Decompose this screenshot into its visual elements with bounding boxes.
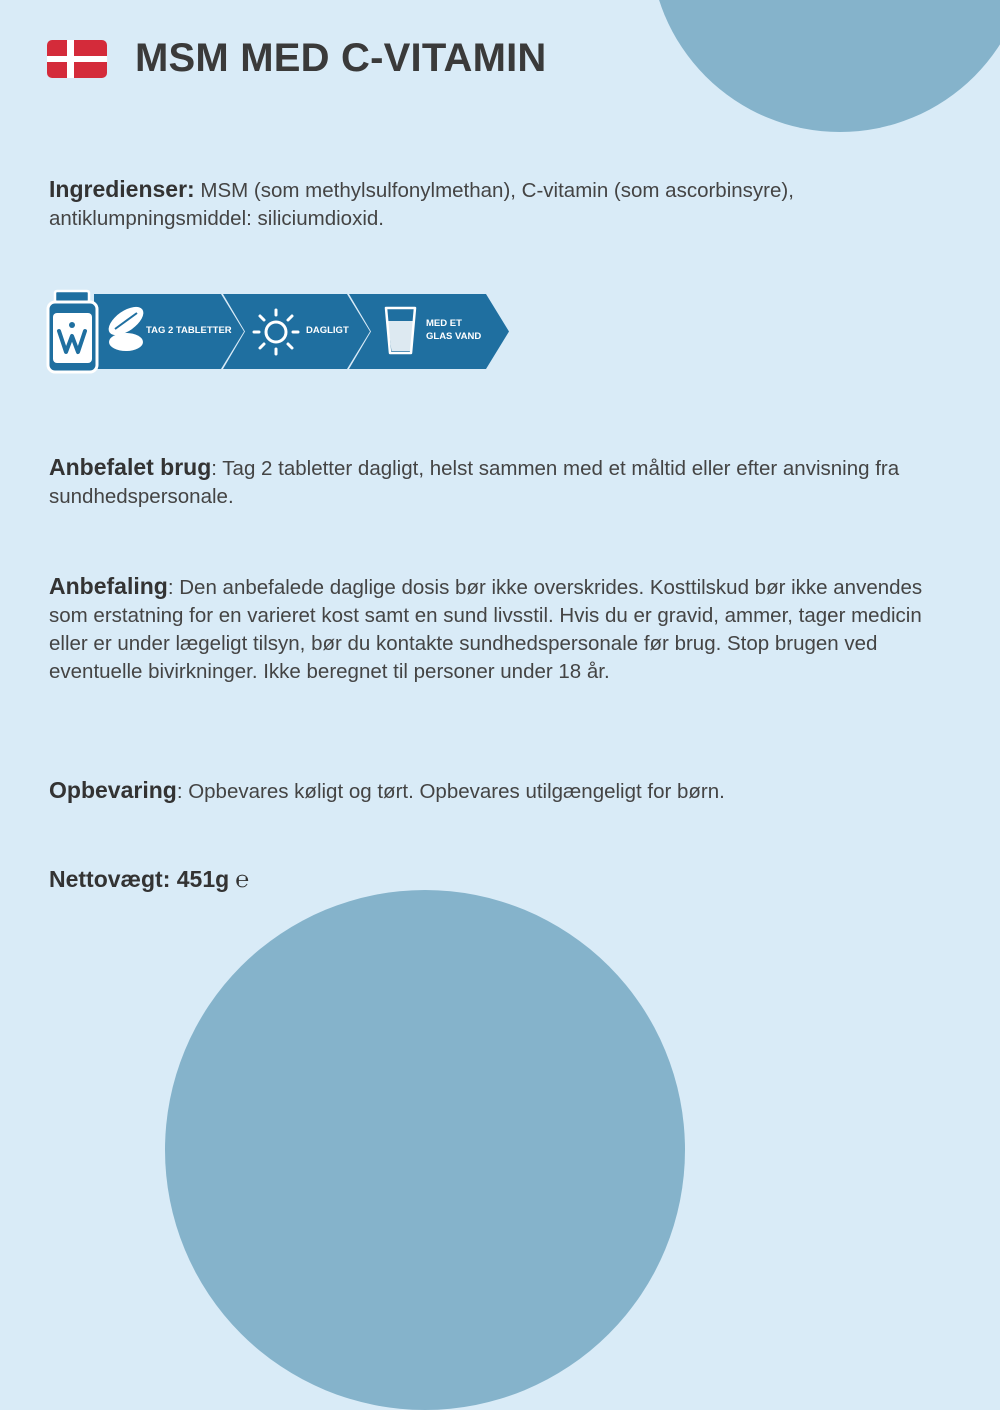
net-weight-label: Nettovægt: 451g [49,866,230,892]
estimated-sign-icon: ℮ [235,866,250,892]
dosage-step-label-tablets: TAG 2 TABLETTER [146,325,232,336]
recommendation-text: : Den anbefalede daglige dosis bør ikke overskrides. Kosttilskud bør ikke anvendes som erstatning for en varieret kost samt en sund livsstil. Hvis du er gravid, ammer, tager medicin eller er under lægeligt tilsyn, bør du kontakte sundhedspersonale før brug. Stop brugen ved eventuelle bivirkninger. Ikke beregnet til personer under 18 år. [49,576,923,683]
dosage-step-label-daily: DAGLIGT [306,325,349,336]
page-title: MSM MED C-VITAMIN [135,36,547,80]
storage-section [49,776,949,806]
recommendation-label: Anbefaling [49,573,168,599]
dosage-banner [46,289,516,375]
bottle-logo-icon [48,291,97,372]
dosage-step-label-water-line2: GLAS VAND [426,331,482,342]
usage-text: : Tag 2 tabletter dagligt, helst sammen med et måltid eller efter anvisning fra sundhedspersonale. [49,457,900,508]
usage-label: Anbefalet brug [49,454,212,480]
denmark-flag-icon [47,40,107,78]
dosage-step-label-water-line1: MED ET [426,318,462,329]
net-weight [49,866,249,893]
ingredients-section [49,175,949,233]
dosage-step-label-water [426,317,481,343]
decorative-circle-bottom [165,890,685,1410]
storage-text: : Opbevares køligt og tørt. Opbevares utilgængeligt for børn. [176,780,725,803]
ingredients-label: Ingredienser: [49,176,195,202]
ingredients-text: MSM (som methylsulfonylmethan), C-vitamin (som ascorbinsyre), antiklumpningsmiddel: siliciumdioxid. [49,179,794,230]
usage-section [49,453,949,511]
recommendation-section [49,572,949,686]
decorative-circle-top [650,0,1000,132]
storage-label: Opbevaring [49,777,177,803]
